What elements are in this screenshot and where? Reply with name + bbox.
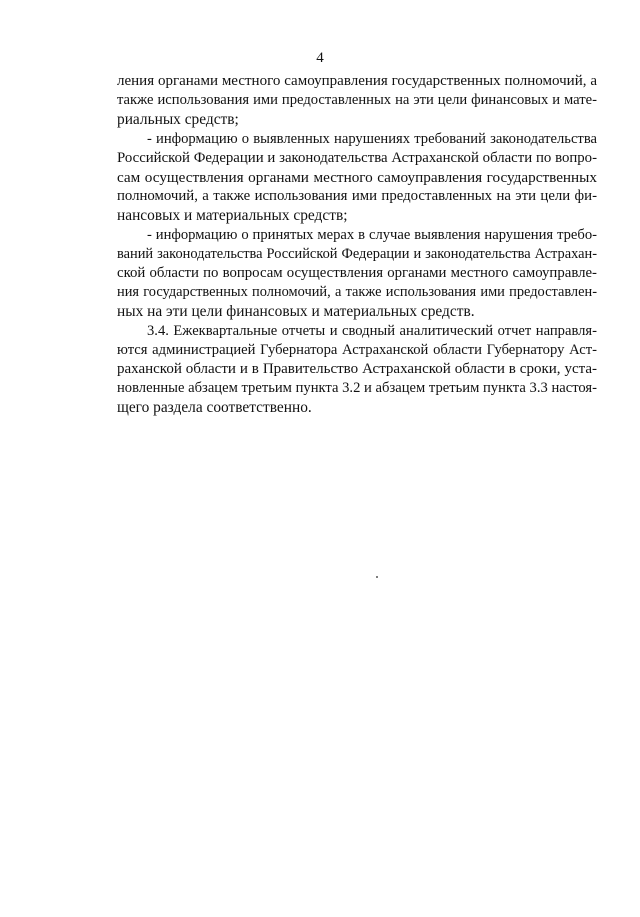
text-line: полномочий, а также использования ими предоставленных на эти цели фи- <box>117 188 597 205</box>
text-line: ния государственных полномочий, а также использования ими предоставлен- <box>117 284 597 301</box>
text-line: Российской Федерации и законодательства Астраханской области по вопро- <box>117 149 597 166</box>
text-line: ных на эти цели финансовых и материальных средств. <box>117 303 475 321</box>
text-line: щего раздела соответственно. <box>117 399 312 417</box>
text-line: ются администрацией Губернатора Астраханской области Губернатору Аст- <box>117 341 597 358</box>
text-line: - информацию о принятых мерах в случае выявления нарушения требо- <box>147 226 597 243</box>
document-body <box>117 72 597 418</box>
text-line: также использования ими предоставленных на эти цели финансовых и мате- <box>117 92 597 109</box>
text-line: ления органами местного самоуправления государственных полномочий, а <box>117 73 597 89</box>
text-line: раханской области и в Правительство Астраханской области в сроки, уста- <box>117 361 597 378</box>
text-line: 3.4. Ежеквартальные отчеты и сводный аналитический отчет направля- <box>147 322 597 339</box>
text-line: риальных средств; <box>117 111 239 129</box>
text-line: ваний законодательства Российской Федерации и законодательства Астрахан- <box>117 245 597 262</box>
text-line: нансовых и материальных средств; <box>117 207 348 225</box>
scan-speck <box>376 576 378 578</box>
text-line: сам осуществления органами местного самоуправления государственных <box>117 169 597 187</box>
text-line: новленные абзацем третьим пункта 3.2 и абзацем третьим пункта 3.3 настоя- <box>117 380 597 397</box>
text-line: - информацию о выявленных нарушениях требований законодательства <box>147 130 597 147</box>
text-line: ской области по вопросам осуществления органами местного самоуправле- <box>117 265 597 282</box>
page-number: 4 <box>316 50 324 66</box>
